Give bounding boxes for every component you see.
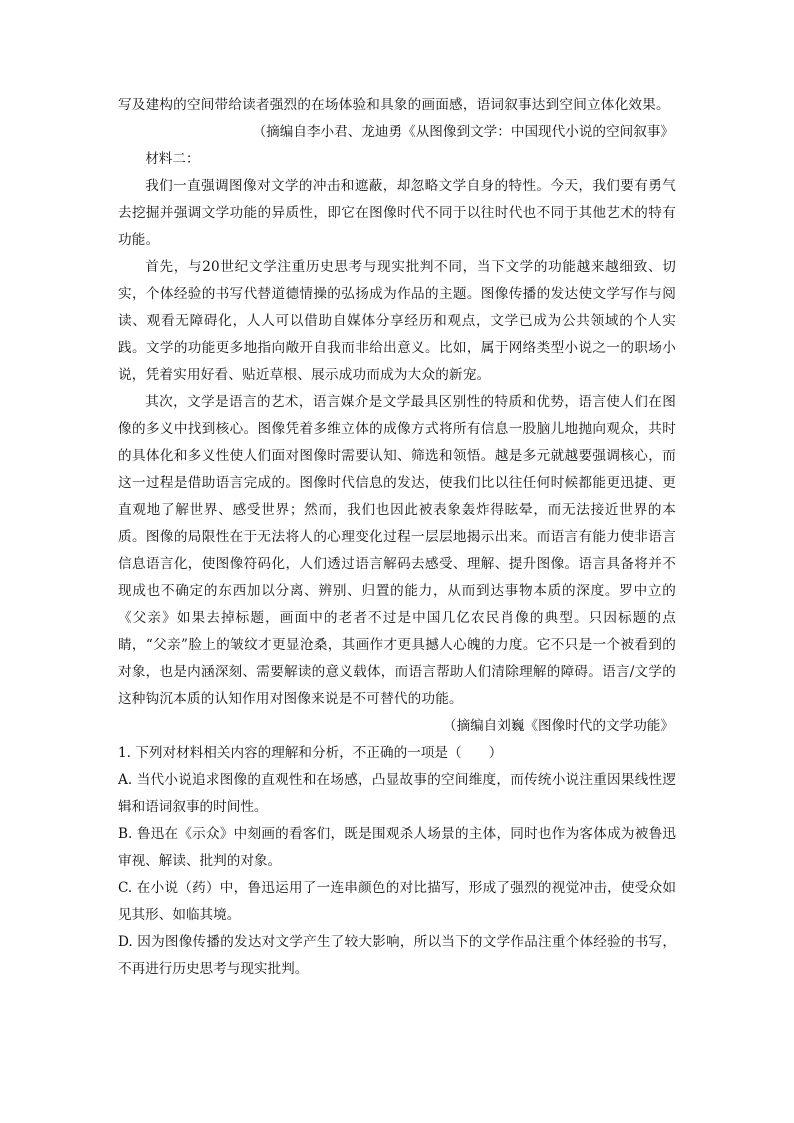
option-a: A. 当代小说追求图像的直观性和在场感，凸显故事的空间维度，而传统小说注重因果线性逻辑和语词叙事的时间性。: [118, 772, 676, 815]
material2-heading: 材料二：: [145, 151, 200, 167]
question-stem: 1. 下列对材料相关内容的理解和分析，不正确的一项是（ ）: [118, 745, 503, 761]
question-block: [118, 740, 676, 983]
option-d: D. 因为图像传播的发达对文学产生了较大影响，所以当下的文学作品注重个体经验的书写，不再进行历史思考与现实批判。: [118, 934, 676, 977]
source-citation-1: （摘编自李小君、龙迪勇《从图像到文学：中国现代小说的空间叙事》: [252, 124, 674, 140]
material1-tail-paragraph: 写及建构的空间带给读者强烈的在场体验和具象的画面感，语词叙事达到空间立体化效果。: [118, 97, 670, 113]
source-citation-2: （摘编自刘巍《图像时代的文学功能》: [442, 718, 674, 734]
material2-paragraph-3: 其次，文学是语言的艺术，语言媒介是文学最具区别性的特质和优势，语言使人们在图像的多义中找到核心。图像凭着多维立体的成像方式将所有信息一股脑儿地抛向观众，共时的具体化和多义性使人们面对图像时需要认知、筛选和领悟。越是多元就越要强调核心，而这一过程是借助语言完成的。图像时代信息的发达，使我们比以往任何时候都能更迅捷、更直观地了解世界、感受世界；然而，我们也因此被表象轰炸得眩晕，而无法接近世界的本质。图像的局限性在于无法将人的心理变化过程一层层地揭示出来。而语言有能力使非语言信息语言化，使图像符码化，人们透过语言解码去感受、理解、提升图像。语言具备将并不现成也不确定的东西加以分离、辨别、归置的能力，从而到达事物本质的深度。罗中立的《父亲》如果去掉标题，画面中的老者不过是中国几亿农民肖像的典型。只因标题的点睛，“父亲”脸上的皱纹才更显沧桑，其画作才更具撼人心魄的力度。它不只是一个被看到的对象，也是内涵深刻、需要解读的意义载体，而语言帮助人们清除理解的障碍。语言/文学的这种钩沉本质的认知作用对图像来说是不可替代的功能。: [118, 394, 676, 707]
option-b: B. 鲁迅在《示众》中刻画的看客们，既是围观杀人场景的主体，同时也作为客体成为被鲁迅审视、解读、批判的对象。: [118, 826, 676, 869]
material2-paragraph-1: 我们一直强调图像对文学的冲击和遮蔽，却忽略文学自身的特性。今天，我们要有勇气去挖掘并强调文学功能的异质性，即它在图像时代不同于以往时代也不同于其他艺术的特有功能。: [118, 178, 676, 248]
option-c: C. 在小说（药）中，鲁迅运用了一连串颜色的对比描写，形成了强烈的视觉冲击，使受众如见其形、如临其境。: [118, 880, 676, 923]
material2-paragraph-2: 首先，与20世纪文学注重历史思考与现实批判不同，当下文学的功能越来越细致、切实，个体经验的书写代替道德情操的弘扬成为作品的主题。图像传播的发达使文学写作与阅读、观看无障碍化，人人可以借助自媒体分享经历和观点，文学已成为公共领域的个人实践。文学的功能更多地指向敞开自我而非给出意义。比如，属于网络类型小说之一的职场小说，凭着实用好看、贴近草根、展示成功而成为大众的新宠。: [118, 259, 676, 383]
